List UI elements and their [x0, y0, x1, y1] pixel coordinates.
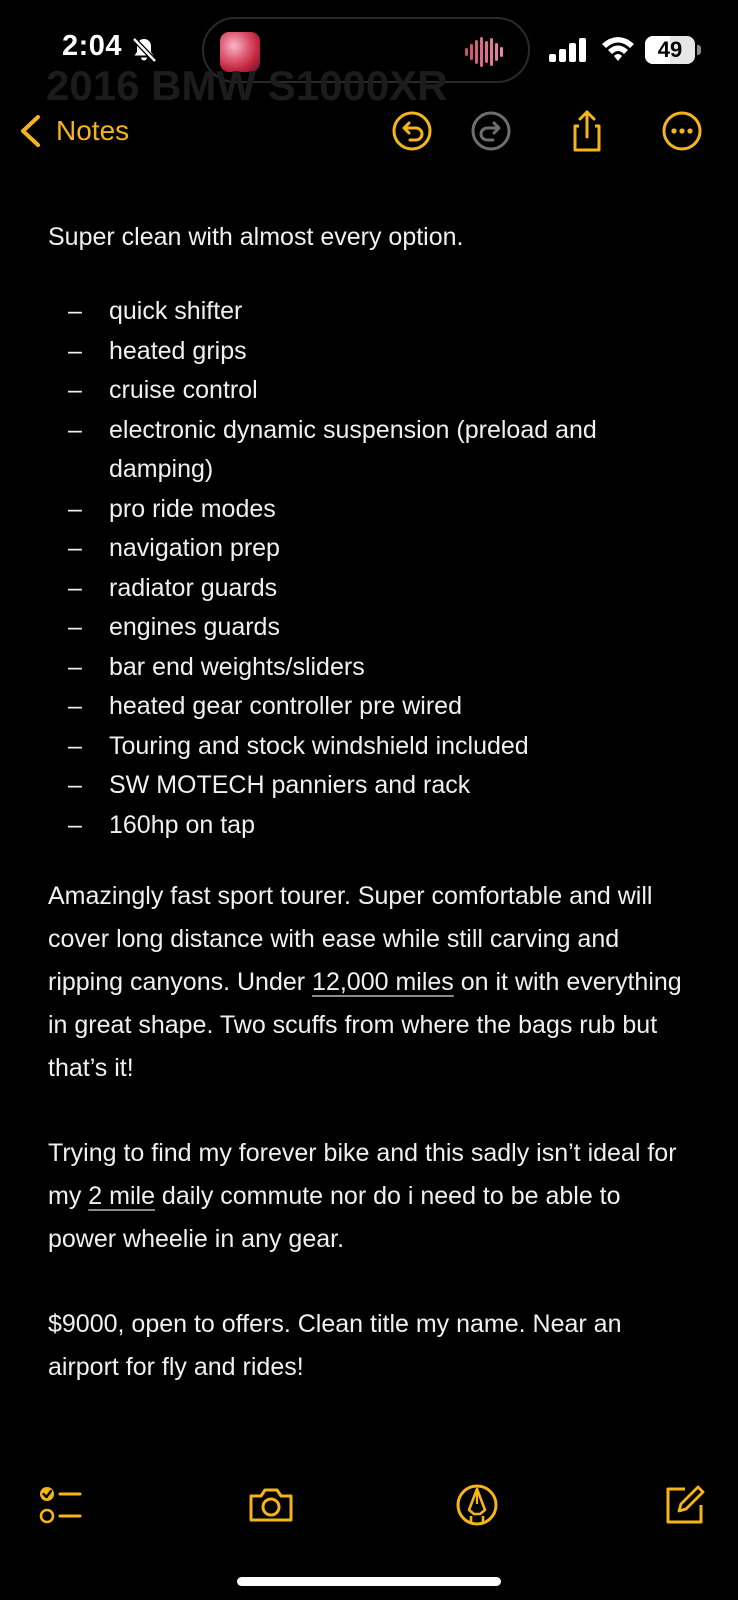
checklist-icon: [36, 1480, 86, 1530]
bullet-dash: –: [68, 810, 82, 839]
chevron-left-icon: [18, 113, 42, 149]
feature-text: SW MOTECH panniers and rack: [109, 771, 471, 799]
back-button-label: Notes: [56, 115, 130, 146]
bullet-dash: –: [68, 731, 82, 760]
note-paragraph: Amazingly fast sport tourer. Super comfortable and will cover long distance with ease while still carving and ripping canyons. Under 12,000 miles on it with everything in great shape. Two scuffs from where the bags rub but that’s it!: [48, 882, 682, 1082]
compose-button[interactable]: [659, 1480, 709, 1530]
feature-text: navigation prep: [109, 534, 280, 562]
feature-text: radiator guards: [109, 573, 278, 602]
feature-text: heated gear controller pre wired: [109, 692, 462, 720]
feature-list-item: [48, 411, 688, 490]
feature-list-item: [48, 648, 688, 688]
bullet-dash: –: [68, 652, 82, 681]
share-icon: [564, 108, 610, 154]
bottom-toolbar: [0, 1480, 738, 1530]
feature-list-item: [48, 608, 688, 648]
feature-list-item: [48, 806, 688, 846]
feature-list-item: [48, 569, 688, 609]
bullet-dash: –: [68, 613, 82, 641]
feature-text: engines guards: [109, 613, 280, 641]
note-intro: Super clean with almost every option.: [48, 223, 464, 251]
note-body[interactable]: [48, 212, 688, 1389]
more-button[interactable]: [659, 108, 705, 154]
redo-icon: [468, 108, 514, 154]
bullet-dash: –: [68, 336, 82, 365]
note-paragraph: Trying to find my forever bike and this sadly isn’t ideal for my 2 mile daily commute nor do i need to be able to power wheelie in any gear.: [48, 1139, 677, 1253]
battery-icon: [645, 36, 701, 64]
camera-button[interactable]: [246, 1480, 296, 1530]
undo-icon: [389, 108, 435, 154]
markup-pen-icon: [452, 1480, 502, 1530]
bullet-dash: –: [68, 297, 82, 325]
note-title-faded: 2016 BMW S1000XR: [46, 62, 448, 109]
cellular-signal-icon: [549, 38, 589, 62]
battery-level: 49: [657, 37, 683, 62]
bullet-dash: –: [68, 534, 82, 562]
feature-text: Touring and stock windshield included: [109, 731, 529, 760]
bell-slash-icon: [130, 36, 158, 64]
feature-list-item: [48, 292, 688, 332]
note-price-paragraph: $9000, open to offers. Clean title my name. Near an airport for fly and rides!: [48, 1310, 622, 1381]
bullet-dash: –: [68, 494, 82, 523]
home-indicator[interactable]: [237, 1577, 501, 1586]
feature-text: cruise control: [109, 376, 258, 404]
feature-list-item: [48, 727, 688, 767]
bullet-dash: –: [68, 376, 82, 404]
feature-list-item: [48, 332, 688, 372]
bullet-dash: –: [68, 771, 82, 799]
feature-text: electronic dynamic suspension (preload and damping): [109, 415, 597, 483]
detected-distance-link[interactable]: 2 mile: [88, 1182, 155, 1210]
bullet-dash: –: [68, 573, 82, 602]
status-time: 2:04: [62, 30, 123, 62]
wifi-icon: [600, 34, 636, 62]
bullet-dash: –: [68, 415, 82, 444]
compose-icon: [659, 1480, 709, 1530]
feature-list-item: [48, 490, 688, 530]
redo-button[interactable]: [468, 108, 514, 154]
feature-list-item: [48, 371, 688, 411]
feature-list-item: [48, 766, 688, 806]
more-icon: [659, 108, 705, 154]
feature-text: quick shifter: [109, 297, 243, 325]
share-button[interactable]: [564, 108, 610, 154]
feature-text: pro ride modes: [109, 494, 276, 523]
detected-mileage-link[interactable]: 12,000 miles: [312, 968, 454, 996]
feature-list-item: [48, 687, 688, 727]
undo-button[interactable]: [389, 108, 435, 154]
audio-waveform-icon: [464, 37, 506, 67]
nav-bar: [0, 100, 738, 162]
camera-icon: [246, 1480, 296, 1530]
markup-button[interactable]: [452, 1480, 502, 1530]
feature-list-item: [48, 529, 688, 569]
bullet-dash: –: [68, 692, 82, 720]
feature-text: heated grips: [109, 336, 247, 365]
feature-text: bar end weights/sliders: [109, 652, 365, 681]
feature-list: [48, 292, 688, 845]
feature-text: 160hp on tap: [109, 810, 255, 839]
back-button[interactable]: [18, 108, 129, 154]
checklist-button[interactable]: [36, 1480, 86, 1530]
